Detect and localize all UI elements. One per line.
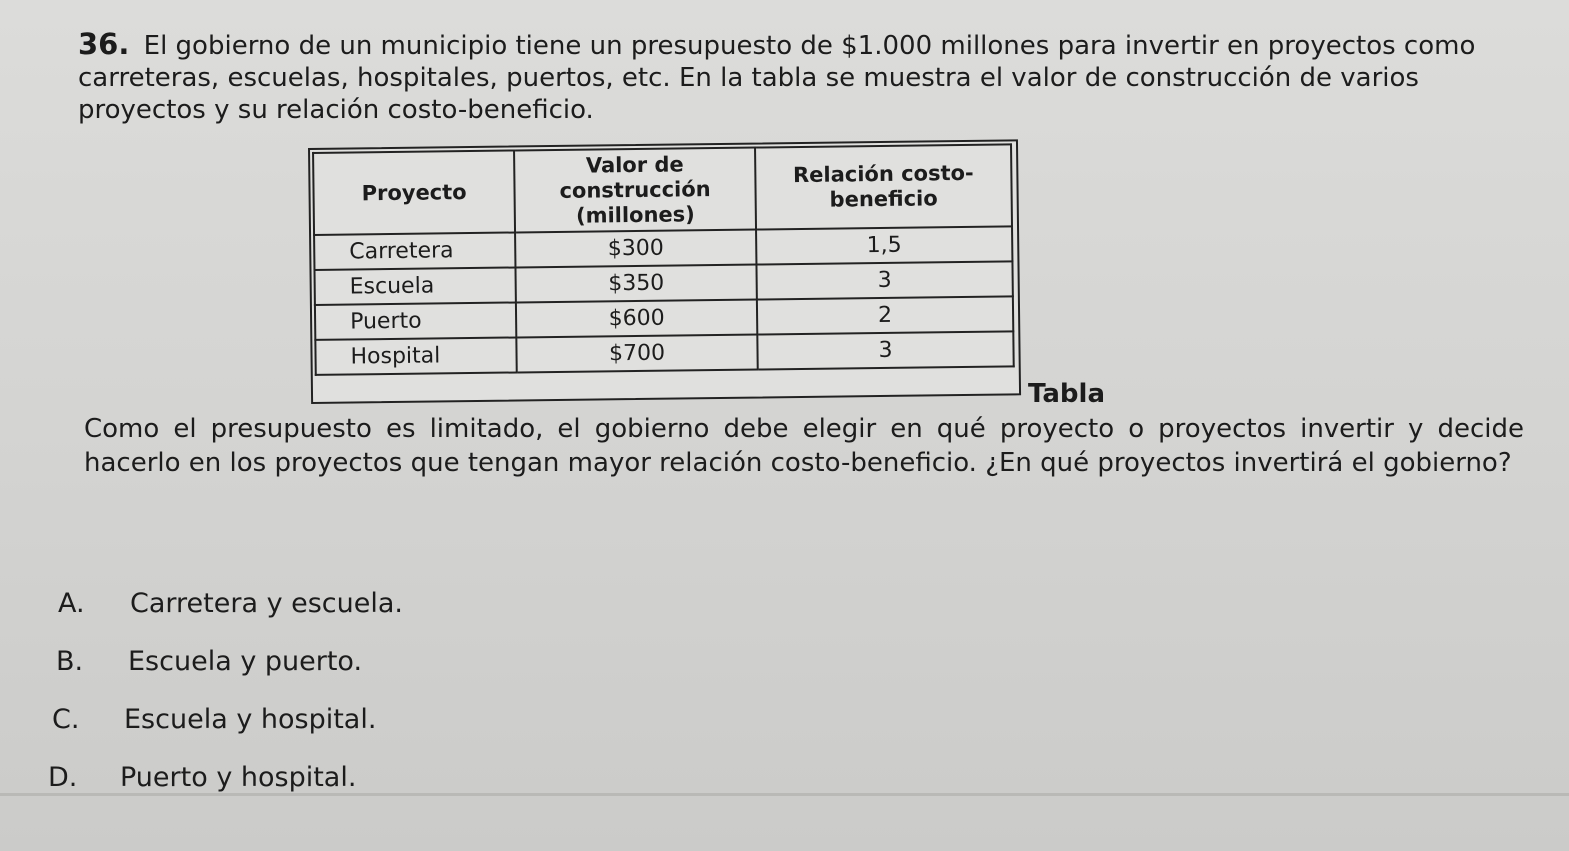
cell-proyecto: Carretera <box>314 232 516 269</box>
option-text: Puerto y hospital. <box>120 761 357 793</box>
table-row <box>315 331 1013 375</box>
data-table-frame <box>308 139 1021 404</box>
cell-valor: $300 <box>515 230 756 268</box>
option-a[interactable] <box>58 574 403 632</box>
question-number: 36. <box>78 27 130 61</box>
question-body: Como el presupuesto es limitado, el gobierno debe elegir en qué proyecto o proyectos invertir y decide hacerlo en los proyectos que tengan mayor relación costo-beneficio. ¿En qué proyectos invertirá el gobierno? <box>84 414 1524 478</box>
header-valor: Valor de construcción (millones) <box>514 148 756 233</box>
option-letter: C. <box>52 703 80 735</box>
cell-relacion: 3 <box>757 331 1013 369</box>
cell-valor: $350 <box>516 265 757 303</box>
cell-proyecto: Hospital <box>315 337 517 374</box>
cell-relacion: 3 <box>756 261 1012 299</box>
option-text: Escuela y puerto. <box>128 645 363 677</box>
option-letter: D. <box>48 761 78 793</box>
option-text: Escuela y hospital. <box>124 703 377 735</box>
option-d[interactable] <box>48 748 393 806</box>
option-c[interactable] <box>52 690 397 748</box>
answer-options <box>48 574 404 806</box>
cell-proyecto: Puerto <box>315 302 517 339</box>
cell-valor: $700 <box>517 335 758 373</box>
question-stem-text: El gobierno de un municipio tiene un presupuesto de $1.000 millones para invertir en proyectos como carreteras, escuelas, hospitales, puertos, etc. En la tabla se muestra el valor de construcción de varios proyectos y su relación costo-beneficio. <box>78 31 1476 125</box>
option-letter: A. <box>58 587 85 619</box>
header-relacion: Relación costo-beneficio <box>755 144 1012 229</box>
cell-valor: $600 <box>516 300 757 338</box>
option-b[interactable] <box>56 632 401 690</box>
question-stem <box>78 28 1508 126</box>
table-header-row <box>313 144 1012 235</box>
cell-relacion: 2 <box>757 296 1013 334</box>
table-caption: Tabla <box>1028 379 1105 409</box>
header-proyecto: Proyecto <box>313 150 515 234</box>
cell-proyecto: Escuela <box>314 267 516 304</box>
option-text: Carretera y escuela. <box>130 587 404 619</box>
data-table <box>312 143 1015 376</box>
option-letter: B. <box>56 645 84 677</box>
cell-relacion: 1,5 <box>756 226 1012 264</box>
